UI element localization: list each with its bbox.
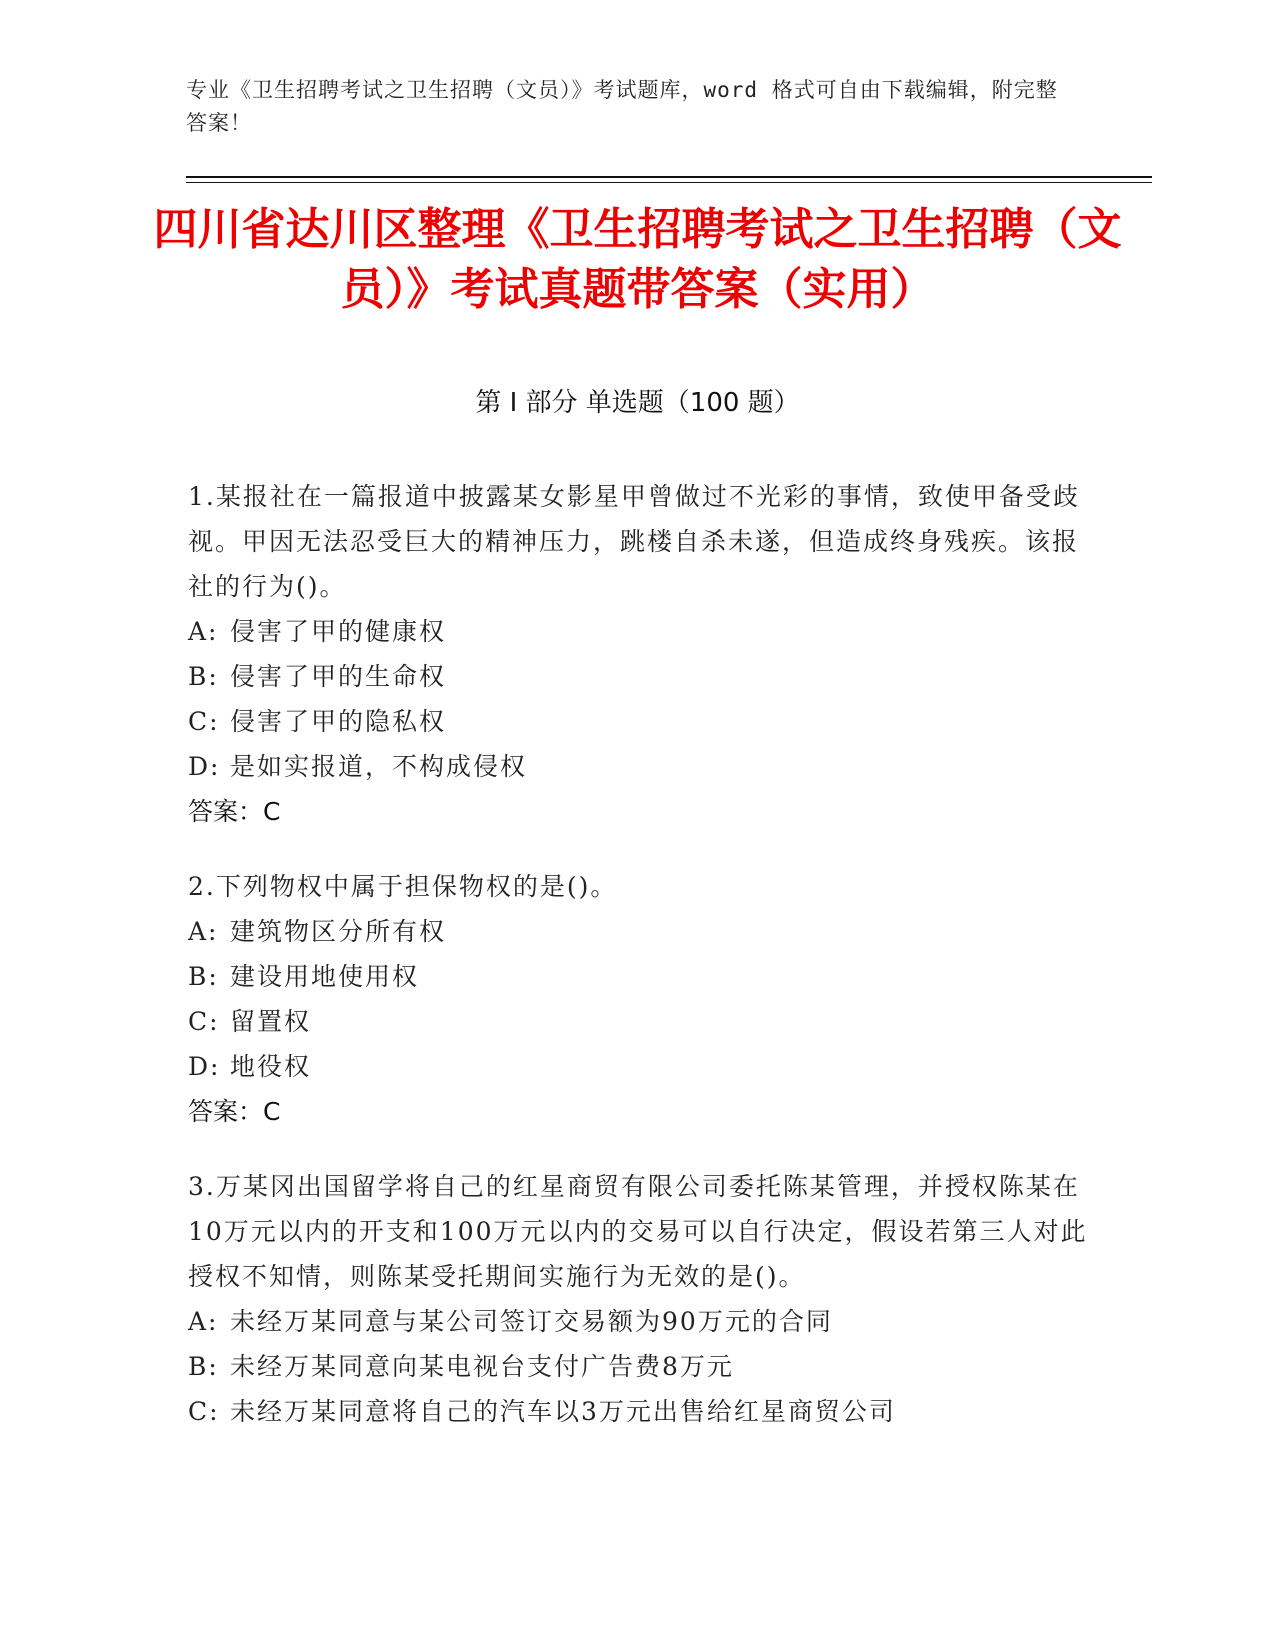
question-stem: 3.万某冈出国留学将自己的红星商贸有限公司委托陈某管理，并授权陈某在10万元以内的开支和100万元以内的交易可以自行决定，假设若第三人对此授权不知情，则陈某受托期间实施行为无效的是()。 xyxy=(188,1172,1088,1291)
option-letter: A: xyxy=(188,1307,219,1336)
option-letter: B: xyxy=(188,662,219,691)
option-letter: C: xyxy=(188,1397,220,1426)
option-text: 侵害了甲的生命权 xyxy=(230,662,447,691)
question-list xyxy=(188,474,1088,1464)
header-divider-thick xyxy=(186,176,1152,178)
document-title: 四川省达川区整理《卫生招聘考试之卫生招聘（文员）》考试真题带答案（实用） xyxy=(153,204,1122,315)
option-text: 未经万某同意将自己的汽车以3万元出售给红星商贸公司 xyxy=(230,1397,896,1426)
answer-line: 答案：C xyxy=(188,797,281,826)
option-a xyxy=(188,1299,1088,1344)
option-d xyxy=(188,744,1088,789)
option-text: 未经万某同意向某电视台支付广告费8万元 xyxy=(230,1352,734,1381)
option-a xyxy=(188,609,1088,654)
option-letter: C: xyxy=(188,707,220,736)
option-text: 未经万某同意与某公司签订交易额为90万元的合同 xyxy=(230,1307,833,1336)
option-letter: A: xyxy=(188,617,219,646)
option-text: 侵害了甲的健康权 xyxy=(230,617,447,646)
option-text: 建设用地使用权 xyxy=(230,962,420,991)
question-2 xyxy=(188,864,1088,1134)
option-text: 建筑物区分所有权 xyxy=(230,917,447,946)
option-text: 侵害了甲的隐私权 xyxy=(230,707,447,736)
option-letter: D: xyxy=(188,1052,221,1081)
question-1 xyxy=(188,474,1088,834)
option-d xyxy=(188,1044,1088,1089)
option-c xyxy=(188,699,1088,744)
option-c xyxy=(188,999,1088,1044)
question-stem: 1.某报社在一篇报道中披露某女影星甲曾做过不光彩的事情，致使甲备受歧视。甲因无法忍受巨大的精神压力，跳楼自杀未遂，但造成终身残疾。该报社的行为()。 xyxy=(188,482,1080,601)
option-text: 地役权 xyxy=(230,1052,312,1081)
option-b xyxy=(188,654,1088,699)
option-c xyxy=(188,1389,1088,1434)
header-note: 专业《卫生招聘考试之卫生招聘（文员）》考试题库，word 格式可自由下载编辑，附完整答案！ xyxy=(186,78,1058,135)
question-stem: 2.下列物权中属于担保物权的是()。 xyxy=(188,872,618,901)
option-letter: C: xyxy=(188,1007,220,1036)
answer-line: 答案：C xyxy=(188,1097,281,1126)
option-letter: B: xyxy=(188,1352,219,1381)
option-text: 是如实报道，不构成侵权 xyxy=(230,752,528,781)
question-3 xyxy=(188,1164,1088,1434)
header-divider-thin xyxy=(186,182,1152,183)
option-letter: D: xyxy=(188,752,221,781)
option-letter: B: xyxy=(188,962,219,991)
option-b xyxy=(188,954,1088,999)
option-a xyxy=(188,909,1088,954)
option-text: 留置权 xyxy=(230,1007,312,1036)
option-b xyxy=(188,1344,1088,1389)
section-heading: 第 I 部分 单选题（100 题） xyxy=(475,388,800,418)
option-letter: A: xyxy=(188,917,219,946)
